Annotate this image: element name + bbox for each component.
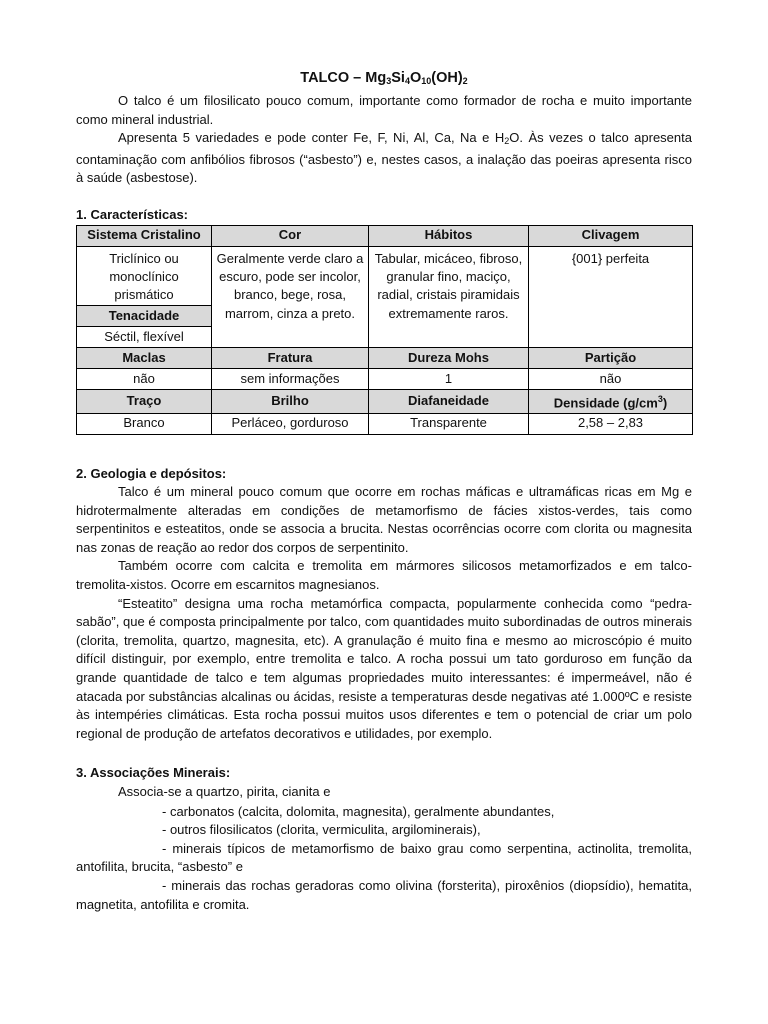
header-clivagem: Clivagem [529, 225, 693, 246]
cell-fratura: sem informações [212, 368, 369, 389]
characteristics-table [76, 225, 693, 435]
title-subscript: 2 [462, 76, 468, 86]
geology-paragraph-1: Talco é um mineral pouco comum que ocorre em rochas máficas e ultramáficas ricas em Mg e hidrotermalmente alteradas em condições de metamorfismo de fácies xistos-verdes, tais como serpentinitos e esteatitos, onde se associa a brucita. Nestas ocorrências ocorre com clorita ou magnesita nas zonas de reação ao redor dos corpos de serpentinito. [76, 484, 692, 555]
header-fratura: Fratura [212, 347, 369, 368]
header-habitos: Hábitos [369, 225, 529, 246]
cell-densidade: 2,58 – 2,83 [529, 413, 693, 434]
cell-sistema-cristalino: Triclínico ou monoclínico prismático [77, 246, 212, 305]
associations-intro: Associa-se a quartzo, pirita, cianita e [118, 784, 331, 800]
cell-maclas: não [77, 368, 212, 389]
associations-item-2: - outros filosilicatos (clorita, vermiculita, argilominerais), [162, 822, 481, 838]
header-tenacidade: Tenacidade [77, 305, 212, 326]
header-diafaneidade: Diafaneidade [369, 389, 529, 413]
intro-text: O. Às vezes o talco apresenta contaminação com anfibólios fibrosos (“asbesto”) e, nestes casos, a inalação das poeiras apresenta risco à saúde (asbestose). [76, 130, 692, 186]
densidade-label-end: ) [662, 395, 668, 411]
header-cor: Cor [212, 225, 369, 246]
header-densidade [529, 389, 693, 413]
cell-clivagem: {001} perfeita [529, 246, 693, 347]
section-2-heading: 2. Geologia e depósitos: [76, 465, 227, 481]
cell-brilho: Perláceo, gorduroso [212, 413, 369, 434]
intro-text: Apresenta 5 variedades e pode conter Fe, F, Ni, Al, Ca, Na e H [118, 130, 505, 146]
document-page [76, 70, 692, 914]
title-subscript: 4 [404, 76, 410, 86]
geology-paragraph-2: Também ocorre com calcita e tremolita em mármores silicosos metamorfizados e em talco-tremolita-xistos. Ocorre em escarnitos magnesianos. [76, 558, 692, 593]
title-text: O [409, 70, 422, 86]
document-title [76, 70, 692, 86]
cell-dureza-mohs: 1 [369, 368, 529, 389]
associations-item-1: - carbonatos (calcita, dolomita, magnesita), geralmente abundantes, [162, 803, 555, 819]
title-text: (OH) [431, 70, 463, 86]
section-1-heading: 1. Características: [76, 206, 189, 222]
intro-subscript: 2 [504, 136, 510, 147]
associations-item-4: - minerais das rochas geradoras como olivina (forsterita), piroxênios (diopsídio), hematita, magnetita, antofilita e cromita. [76, 877, 692, 912]
cell-tenacidade: Séctil, flexível [77, 326, 212, 347]
title-subscript: 10 [421, 76, 432, 86]
cell-traco: Branco [77, 413, 212, 434]
intro-paragraph-2 [76, 129, 692, 188]
densidade-superscript: 3 [657, 393, 663, 404]
cell-habitos: Tabular, micáceo, fibroso, granular fino, maciço, radial, cristais piramidais extremamente raros. [369, 246, 529, 347]
header-sistema-cristalino: Sistema Cristalino [77, 225, 212, 246]
cell-cor: Geralmente verde claro a escuro, pode ser incolor, branco, bege, rosa, marrom, cinza a preto. [212, 246, 369, 347]
title-text: Si [391, 70, 405, 86]
cell-particao: não [529, 368, 693, 389]
header-traco: Traço [77, 389, 212, 413]
header-dureza-mohs: Dureza Mohs [369, 347, 529, 368]
cell-diafaneidade: Transparente [369, 413, 529, 434]
header-brilho: Brilho [212, 389, 369, 413]
header-particao: Partição [529, 347, 693, 368]
densidade-label: Densidade (g/cm [553, 395, 658, 411]
title-subscript: 3 [386, 76, 392, 86]
geology-paragraph-3: “Esteatito” designa uma rocha metamórfica compacta, popularmente conhecida como “pedra-sabão”, que é composta principalmente por talco, com quantidades muito subordinadas de outros minerais (clorita, tremolita, quartzo, magnesita, etc). A granulação é muito fina e mesmo ao microscópio é muito difícil distinguir, por exemplo, entre tremolita e talco. A rocha possui um tato gorduroso em função da grande quantidade de talco e tem algumas propriedades muito interessantes: é impermeável, não é atacada por substâncias alcalinas ou ácidas, resiste a temperaturas desde negativas até 1.000ºC e resiste às intempéries climáticas. Esta rocha possui muitos usos diferentes e tem o potencial de criar um polo regional de produção de artefatos decorativos e utilidades, por exemplo. [76, 595, 692, 741]
intro-paragraph-1: O talco é um filosilicato pouco comum, importante como formador de rocha e muito importante como mineral industrial. [76, 93, 692, 127]
title-text: TALCO – Mg [300, 70, 387, 86]
section-3-heading: 3. Associações Minerais: [76, 765, 231, 781]
associations-item-3: - minerais típicos de metamorfismo de baixo grau como serpentina, actinolita, tremolita, antofilita, brucita, “asbesto” e [76, 840, 692, 875]
header-maclas: Maclas [77, 347, 212, 368]
